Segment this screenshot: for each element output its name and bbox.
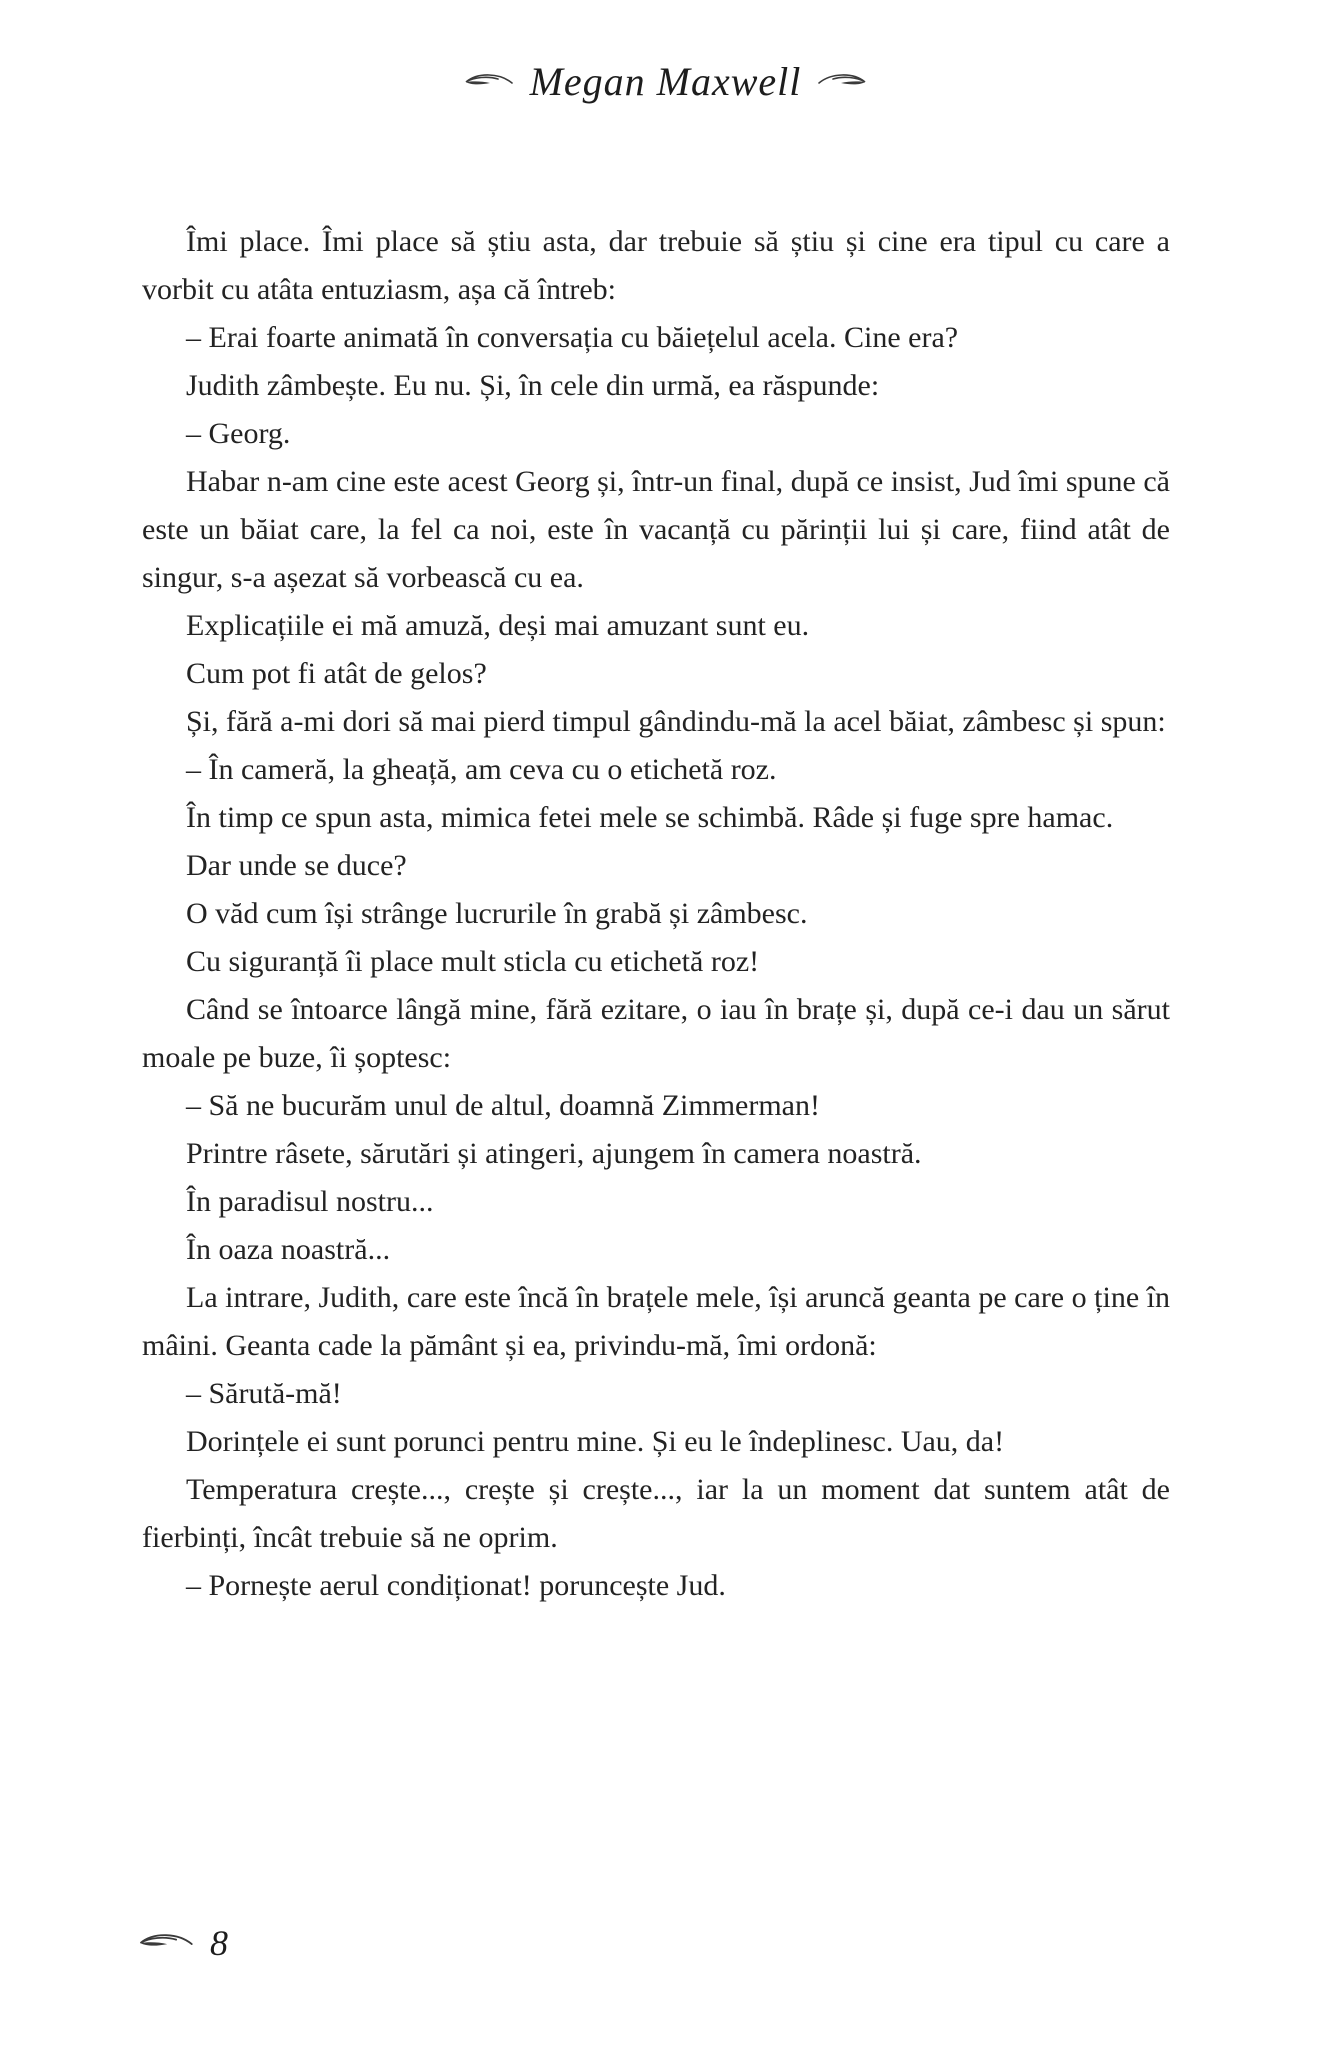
body-text bbox=[142, 218, 1170, 1610]
paragraph: Temperatura crește..., crește și crește..., iar la un moment dat suntem atât de fierbinți, încât trebuie să ne oprim. bbox=[142, 1473, 1170, 1554]
paragraph: Cum pot fi atât de gelos? bbox=[186, 657, 487, 690]
flourish-right-icon bbox=[817, 69, 869, 95]
paragraph: Când se întoarce lângă mine, fără ezitare, o iau în brațe și, după ce-i dau un sărut moale pe buze, îi șoptesc: bbox=[142, 993, 1170, 1074]
paragraph: – Să ne bucurăm unul de altul, doamnă Zimmerman! bbox=[186, 1089, 820, 1122]
author-running-head: Megan Maxwell bbox=[529, 59, 802, 104]
paragraph: – În cameră, la gheață, am ceva cu o etichetă roz. bbox=[186, 753, 777, 786]
paragraph: – Sărută-mă! bbox=[186, 1377, 342, 1410]
paragraph: În paradisul nostru... bbox=[186, 1185, 434, 1218]
paragraph: Explicațiile ei mă amuză, deși mai amuzant sunt eu. bbox=[186, 609, 810, 642]
paragraph: Cu siguranță îi place mult sticla cu etichetă roz! bbox=[186, 945, 760, 978]
paragraph: În oaza noastră... bbox=[186, 1233, 391, 1266]
paragraph: În timp ce spun asta, mimica fetei mele se schimbă. Râde și fuge spre hamac. bbox=[186, 801, 1114, 834]
running-header bbox=[0, 58, 1331, 105]
page-number: 8 bbox=[210, 1923, 228, 1963]
flourish-left-icon bbox=[462, 69, 514, 95]
paragraph: La intrare, Judith, care este încă în brațele mele, își aruncă geanta pe care o ține în mâini. Geanta cade la pământ și ea, privindu-mă, îmi ordonă: bbox=[142, 1281, 1170, 1362]
paragraph: Dorințele ei sunt porunci pentru mine. Și eu le îndeplinesc. Uau, da! bbox=[186, 1425, 1005, 1458]
paragraph: O văd cum își strânge lucrurile în grabă și zâmbesc. bbox=[186, 897, 808, 930]
paragraph: Judith zâmbește. Eu nu. Și, în cele din urmă, ea răspunde: bbox=[186, 369, 880, 402]
paragraph: Habar n-am cine este acest Georg și, într-un final, după ce insist, Jud îmi spune că este un băiat care, la fel ca noi, este în vacanță cu părinții lui și care, fiind atât de singur, s-a așezat să vorbească cu ea. bbox=[142, 465, 1170, 594]
paragraph: – Pornește aerul condiționat! poruncește Jud. bbox=[186, 1569, 726, 1602]
paragraph: Printre râsete, sărutări și atingeri, ajungem în camera noastră. bbox=[186, 1137, 922, 1170]
paragraph: Și, fără a-mi dori să mai pierd timpul gândindu-mă la acel băiat, zâmbesc și spun: bbox=[186, 705, 1166, 738]
paragraph: Dar unde se duce? bbox=[186, 849, 407, 882]
paragraph: – Georg. bbox=[186, 417, 291, 450]
flourish-footer-icon bbox=[136, 1928, 194, 1958]
page-footer bbox=[136, 1922, 228, 1964]
paragraph: Îmi place. Îmi place să știu asta, dar trebuie să știu și cine era tipul cu care a vorbit cu atâta entuziasm, așa că întreb: bbox=[142, 225, 1170, 306]
paragraph: – Erai foarte animată în conversația cu băiețelul acela. Cine era? bbox=[186, 321, 959, 354]
